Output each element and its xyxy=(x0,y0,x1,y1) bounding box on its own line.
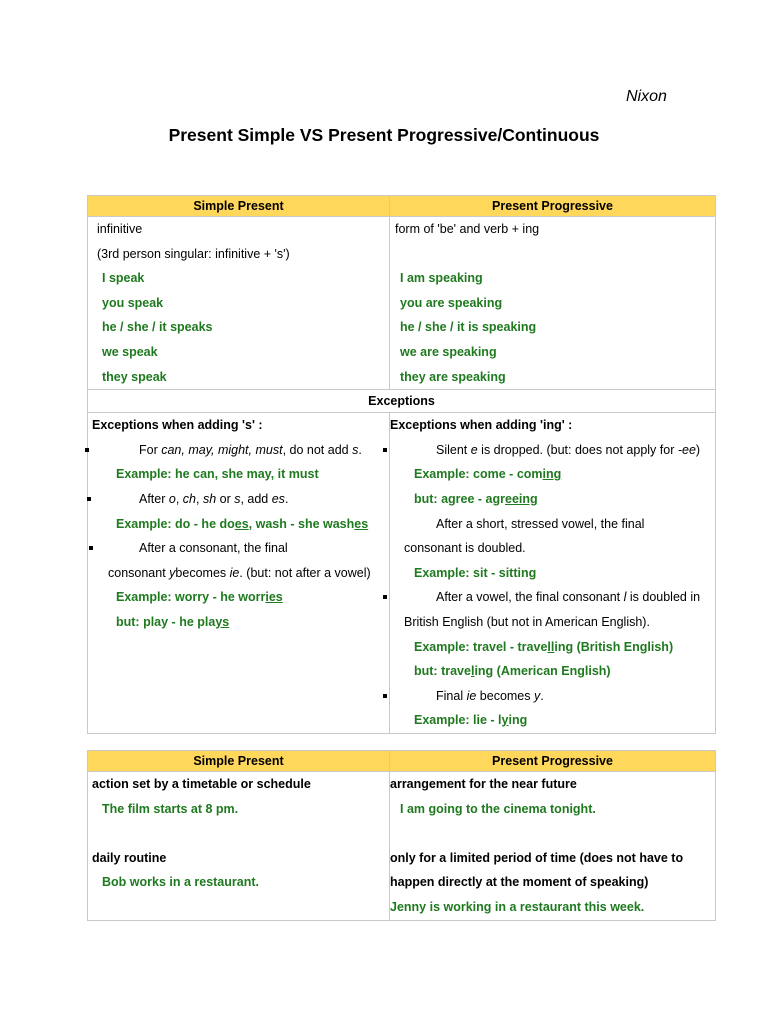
rule-final-ie: Final ie becomes y. xyxy=(390,684,715,709)
spacer xyxy=(390,821,715,846)
use-label: daily routine xyxy=(92,850,167,865)
bullet-icon xyxy=(89,546,93,550)
header-present-progressive: Present Progressive xyxy=(390,751,716,772)
example-line: Example: do - he does, wash - she washes xyxy=(116,516,369,531)
exceptions-label: Exceptions xyxy=(88,390,716,413)
rule-final-l-cont: British English (but not in American English). xyxy=(404,614,650,629)
present-progressive-forms xyxy=(390,217,716,390)
rule-doubled-consonant: After a short, stressed vowel, the final xyxy=(436,516,645,531)
header-simple-present: Simple Present xyxy=(88,196,390,217)
example-line: Example: worry - he worries xyxy=(116,590,283,605)
example-line: I am speaking xyxy=(400,271,483,286)
example-line: I am going to the cinema tonight. xyxy=(400,801,596,816)
use-label-cont: happen directly at the moment of speaking) xyxy=(390,875,649,890)
example-line: they are speaking xyxy=(400,369,506,384)
use-label: action set by a timetable or schedule xyxy=(92,777,311,791)
bullet-icon xyxy=(383,448,387,452)
example-line: Example: he can, she may, it must xyxy=(116,467,319,482)
spacer xyxy=(395,242,715,267)
exceptions-s-heading: Exceptions when adding 's' : xyxy=(92,418,263,433)
exceptions-ing-heading: Exceptions when adding 'ing' : xyxy=(390,418,573,433)
author-name: Nixon xyxy=(626,88,667,105)
bullet-icon xyxy=(383,694,387,698)
rule-final-l: After a vowel, the final consonant l is doubled in xyxy=(390,585,715,610)
example-line: they speak xyxy=(102,369,167,384)
exceptions-s-cell xyxy=(88,413,390,734)
example-line: Bob works in a restaurant. xyxy=(102,875,259,890)
rule-silent-e: Silent e is dropped. (but: does not apply for -ee) xyxy=(390,438,715,463)
example-line: Example: come - coming xyxy=(414,467,562,482)
rule-modal-verbs: For can, may, might, must, do not add s. xyxy=(92,438,389,463)
form-note: (3rd person singular: infinitive + 's') xyxy=(97,246,290,261)
example-line: Example: travel - travelling (British English) xyxy=(414,639,674,654)
header-present-progressive: Present Progressive xyxy=(390,196,716,217)
example-line: he / she / it speaks xyxy=(102,320,213,335)
exceptions-ing-cell xyxy=(390,413,716,734)
form-text: form of 'be' and verb + ing xyxy=(395,222,540,236)
example-line: but: agree - agreeing xyxy=(414,491,538,506)
example-line: Example: lie - lying xyxy=(414,713,528,728)
example-line: we speak xyxy=(102,344,158,359)
simple-present-forms xyxy=(88,217,390,390)
example-line: but: traveling (American English) xyxy=(414,664,611,679)
rule-consonant-y: After a consonant, the final xyxy=(92,536,389,561)
use-label: only for a limited period of time (does not have to xyxy=(390,850,684,865)
header-simple-present: Simple Present xyxy=(88,751,390,772)
conjugation-table xyxy=(87,195,716,734)
present-progressive-uses xyxy=(390,772,716,921)
example-line: we are speaking xyxy=(400,344,497,359)
simple-present-uses xyxy=(88,772,390,921)
example-line: Jenny is working in a restaurant this week. xyxy=(390,899,645,914)
use-label: arrangement for the near future xyxy=(390,777,577,791)
example-line: The film starts at 8 pm. xyxy=(102,801,239,816)
example-line: Example: sit - sitting xyxy=(414,565,537,580)
page-title: Present Simple VS Present Progressive/Continuous xyxy=(168,125,600,145)
form-text: infinitive xyxy=(97,222,143,236)
bullet-icon xyxy=(87,497,91,501)
example-line: he / she / it is speaking xyxy=(400,320,537,335)
rule-consonant-y-cont: consonant ybecomes ie. (but: not after a vowel) xyxy=(108,565,371,580)
bullet-icon xyxy=(383,595,387,599)
rule-add-es: After o, ch, sh or s, add es. xyxy=(92,487,389,512)
bullet-icon xyxy=(85,448,89,452)
spacer xyxy=(92,821,389,846)
example-line: you speak xyxy=(102,295,164,310)
example-line: I speak xyxy=(102,271,145,286)
rule-doubled-consonant-cont: consonant is doubled. xyxy=(404,541,526,556)
usage-table xyxy=(87,750,716,921)
example-line: you are speaking xyxy=(400,295,503,310)
example-line: but: play - he plays xyxy=(116,614,230,629)
